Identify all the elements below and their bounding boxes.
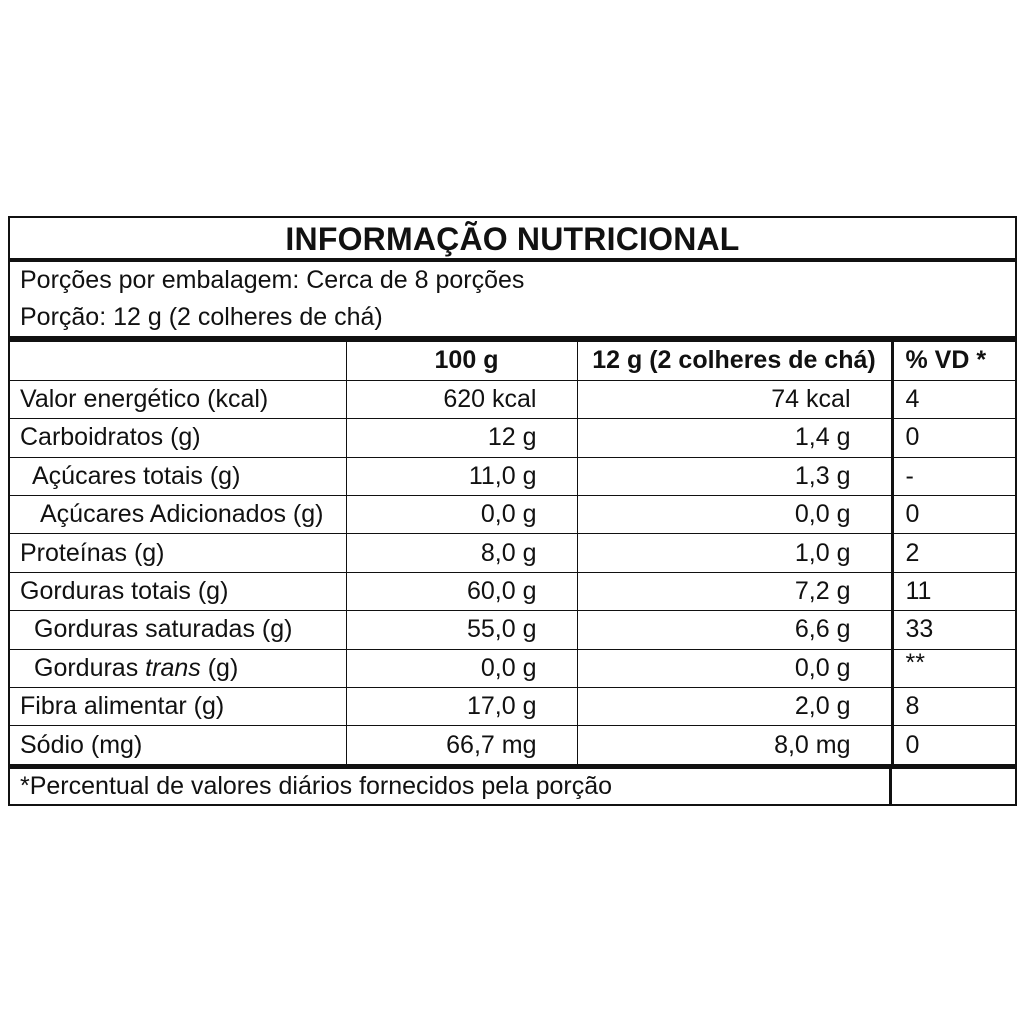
value-daily: 8 xyxy=(892,688,1015,726)
value-per-portion: 0,0 g xyxy=(577,496,892,534)
table-row xyxy=(10,572,1015,610)
value-daily: 0 xyxy=(905,730,920,759)
value-per-100g: 66,7 mg xyxy=(346,726,577,764)
nutrient-label: Valor energético (kcal) xyxy=(10,380,346,418)
value-per-100g: 0,0 g xyxy=(346,496,577,534)
portions-per-package: Porções por embalagem: Cerca de 8 porções xyxy=(20,266,525,294)
value-daily: 11 xyxy=(892,572,1015,610)
value-daily: - xyxy=(892,457,1015,495)
header-per-portion: 12 g (2 colheres de chá) xyxy=(577,342,892,380)
table-header-row xyxy=(10,342,1015,380)
nutrient-label: Fibra alimentar (g) xyxy=(10,688,346,726)
value-per-portion: 0,0 g xyxy=(577,649,892,687)
nutrient-label: Gorduras saturadas (g) xyxy=(10,611,346,649)
nutrient-label: Açúcares totais (g) xyxy=(10,457,346,495)
value-daily: 2 xyxy=(892,534,1015,572)
nutrient-label: Açúcares Adicionados (g) xyxy=(10,496,346,534)
value-per-100g: 0,0 g xyxy=(346,649,577,687)
table-row xyxy=(10,380,1015,418)
value-per-portion: 74 kcal xyxy=(577,380,892,418)
value-per-100g: 11,0 g xyxy=(346,457,577,495)
value-per-100g: 620 kcal xyxy=(346,380,577,418)
nutrition-facts-label xyxy=(8,216,1017,806)
table-row xyxy=(10,457,1015,495)
header-daily-value: % VD * xyxy=(892,342,1015,380)
footnote: *Percentual de valores diários fornecidos pela porção xyxy=(10,769,892,804)
nutrient-label: Gorduras totais (g) xyxy=(10,572,346,610)
value-per-portion: 1,0 g xyxy=(577,534,892,572)
value-daily: 0 xyxy=(892,419,1015,457)
nutrient-label-italic: trans xyxy=(145,653,201,682)
value-per-portion: 7,2 g xyxy=(577,572,892,610)
value-per-portion: 8,0 mg xyxy=(577,726,892,764)
table-row xyxy=(10,688,1015,726)
label-title: INFORMAÇÃO NUTRICIONAL xyxy=(10,218,1015,262)
nutrient-label-suffix: (g) xyxy=(200,653,239,682)
table-row xyxy=(10,419,1015,457)
table-row xyxy=(10,726,1015,764)
value-daily: 4 xyxy=(892,380,1015,418)
value-per-100g: 8,0 g xyxy=(346,534,577,572)
value-per-portion: 6,6 g xyxy=(577,611,892,649)
nutrient-label-prefix: Gorduras xyxy=(34,653,146,682)
nutrient-label: Proteínas (g) xyxy=(10,534,346,572)
nutrient-label xyxy=(10,649,346,687)
table-row xyxy=(10,611,1015,649)
table-row xyxy=(10,534,1015,572)
value-daily: ** xyxy=(892,649,1015,687)
nutrition-table xyxy=(10,342,1015,764)
table-row xyxy=(10,649,1015,687)
footnote-row xyxy=(10,764,1015,804)
value-daily: 0 xyxy=(892,496,1015,534)
nutrient-label: Sódio (mg) xyxy=(10,726,346,764)
value-per-100g: 12 g xyxy=(346,419,577,457)
portion-info xyxy=(10,262,1015,342)
nutrient-label: Carboidratos (g) xyxy=(10,419,346,457)
footnote-empty-cell xyxy=(892,769,1015,804)
value-per-100g: 60,0 g xyxy=(346,572,577,610)
value-per-100g: 55,0 g xyxy=(346,611,577,649)
value-per-portion: 1,4 g xyxy=(577,419,892,457)
table-row xyxy=(10,496,1015,534)
value-per-portion: 2,0 g xyxy=(577,688,892,726)
portion-size: Porção: 12 g (2 colheres de chá) xyxy=(20,303,383,331)
header-per-100g: 100 g xyxy=(346,342,577,380)
value-per-100g: 17,0 g xyxy=(346,688,577,726)
value-per-portion: 1,3 g xyxy=(577,457,892,495)
header-nutrient xyxy=(10,342,346,380)
value-daily: 33 xyxy=(892,611,1015,649)
